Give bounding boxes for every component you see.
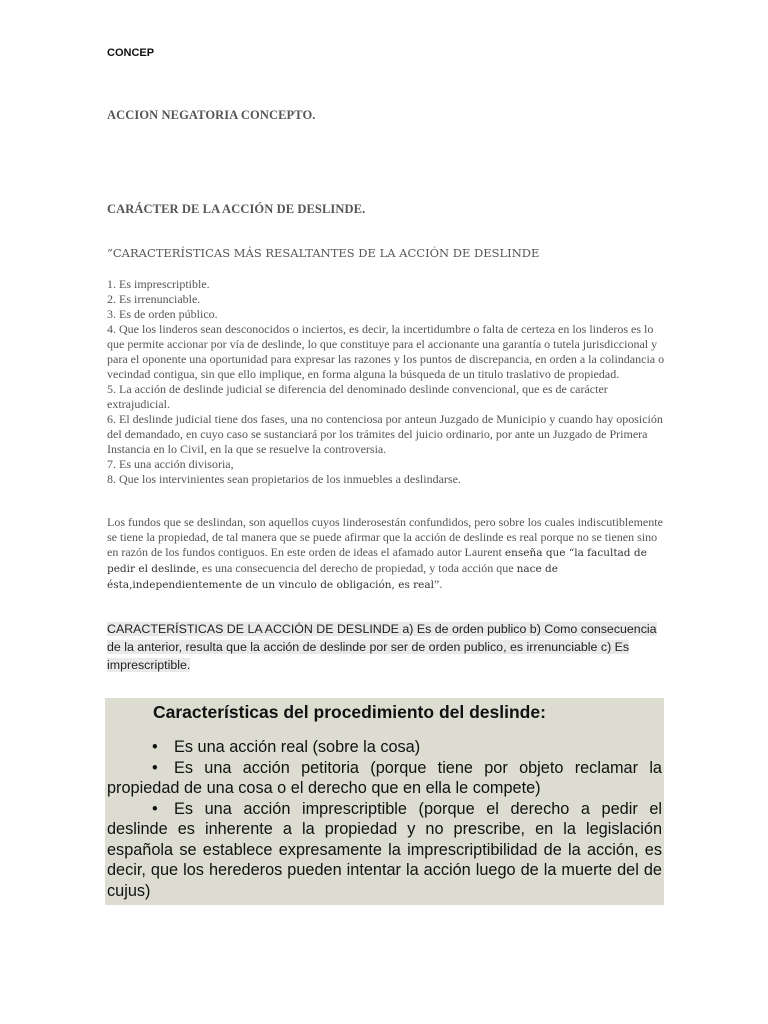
list-item: 1. Es imprescriptible. bbox=[107, 277, 210, 291]
highlighted-characteristics bbox=[107, 620, 667, 674]
highlighted-text: CARACTERÍSTICAS DE LA ACCIÓN DE DESLINDE a) Es de orden publico b) Como consecuencia de la anterior, resulta que la acción de deslinde por ser de orden publico, es irrenunciable c) Es imprescriptible. bbox=[107, 622, 657, 672]
procedure-bullet bbox=[107, 799, 662, 902]
paragraph-text: Los fundos que se deslindan, son aquellos cuyos linderosestán confundidos, pero sobre los cuales indiscutiblemente se tiene la propiedad, de tal manera que se puede afirmar que la acción de deslinde es real porque no se tienen sino en razón de los fundos contiguos. En este orden de ideas el afamado autor Laurent bbox=[107, 515, 663, 559]
bullet-icon: • bbox=[152, 758, 158, 777]
heading-caracter-deslinde: CARÁCTER DE LA ACCIÓN DE DESLINDE. bbox=[107, 202, 366, 216]
list-item: 3. Es de orden público. bbox=[107, 307, 218, 321]
characteristics-list bbox=[107, 277, 667, 487]
list-item: 2. Es irrenunciable. bbox=[107, 292, 201, 306]
paragraph-quote: enseña que “la facultad de pedir el deslinde bbox=[107, 547, 647, 575]
bullet-text: Es una acción real (sobre la cosa) bbox=[174, 738, 421, 756]
characteristics-title: ”CARACTERÍSTICAS MÁS RESALTANTES DE LA ACCIÓN DE DESLINDE bbox=[107, 246, 540, 260]
procedure-bullet bbox=[107, 737, 662, 758]
list-item: 5. La acción de deslinde judicial se diferencia del denominado deslinde convencional, que es de carácter extrajudicial. bbox=[107, 382, 608, 411]
list-item: 7. Es una acción divisoria, bbox=[107, 457, 234, 471]
procedure-box bbox=[105, 698, 664, 905]
procedure-bullet bbox=[107, 758, 662, 799]
list-item: 6. El deslinde judicial tiene dos fases, una no contenciosa por anteun Juzgado de Municipio y cuando hay oposición del demandado, en cuyo caso se sustanciará por los trámites del juicio ordinario, por ante un Juzgado de Primera Instancia en lo Civil, en la que se resuelve la controversia. bbox=[107, 412, 663, 456]
procedure-box-title: Características del procedimiento del deslinde: bbox=[153, 702, 546, 722]
paragraph-quote: nace de ésta,independientemente de un vinculo de obligación, es real bbox=[107, 563, 558, 591]
document-header-label: CONCEP bbox=[107, 47, 155, 59]
fundos-paragraph bbox=[107, 515, 667, 593]
bullet-text: Es una acción petitoria (porque tiene por objeto reclamar la propiedad de una cosa o el derecho que en ella le compete) bbox=[107, 758, 662, 797]
paragraph-text: , es una consecuencia del derecho de propiedad, y toda acción que bbox=[196, 561, 517, 575]
bullet-text: Es una acción imprescriptible (porque el derecho a pedir el deslinde es inherente a la propiedad y no prescribe, en la legislación española se establece expresamente la imprescriptibilidad de la acción, es decir, que los herederos pueden intentar la acción luego de la muerte del de cujus) bbox=[107, 799, 662, 900]
list-item: 4. Que los linderos sean desconocidos o inciertos, es decir, la incertidumbre o falta de certeza en los linderos es lo que permite accionar por vía de deslinde, lo que constituye para el accionante una garantía o tutela jurisdiccional y para el oponente una oportunidad para expresar las razones y los puntos de discrepancia, en orden a la colindancia o vecindad contigua, sin que ello implique, en forma alguna la búsqueda de un titulo traslativo de propiedad. bbox=[107, 322, 665, 381]
heading-accion-negatoria: ACCION NEGATORIA CONCEPTO. bbox=[107, 108, 316, 122]
paragraph-text: ”. bbox=[434, 577, 443, 591]
list-item: 8. Que los intervinientes sean propietarios de los inmuebles a deslindarse. bbox=[107, 472, 461, 486]
bullet-icon: • bbox=[152, 799, 158, 818]
bullet-icon: • bbox=[152, 738, 158, 756]
